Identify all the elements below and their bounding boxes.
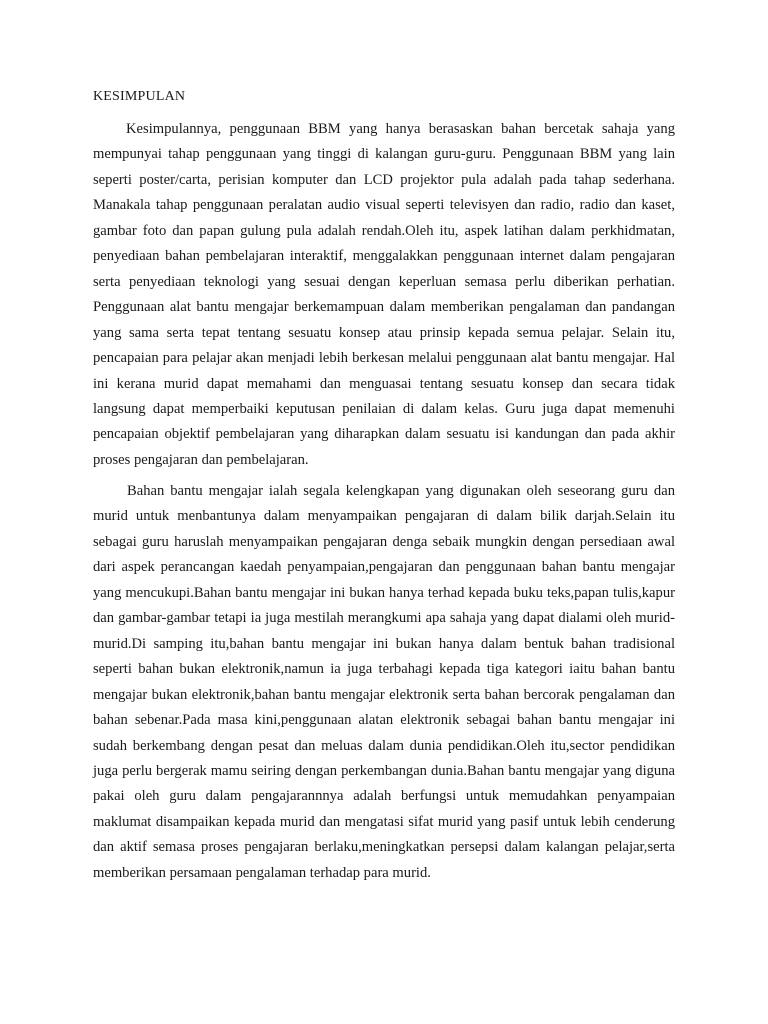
paragraph-teaching-aids: Bahan bantu mengajar ialah segala kelengkapan yang digunakan oleh seseorang guru dan murid untuk menbantunya dalam menyampaikan pengajaran di dalam bilik darjah.Selain itu sebagai guru haruslah menyampaikan pengajaran denga sebaik mungkin dengan persediaan awal dari aspek perancangan kaedah penyampaian,pengajaran dan penggunaan bahan bantu mengajar yang mencukupi.Bahan bantu mengajar ini bukan hanya terhad kepada buku teks,papan tulis,kapur dan gambar-gambar tetapi ia juga mestilah merangkumi apa sahaja yang dapat dialami oleh murid-murid.Di samping itu,bahan bantu mengajar ini bukan hanya dalam bentuk bahan tradisional seperti bahan bukan elektronik,namun ia juga terbahagi kepada tiga kategori iaitu bahan bantu mengajar bukan elektronik,bahan bantu mengajar elektronik serta bahan bercorak pengalaman dan bahan sebenar.Pada masa kini,penggunaan alatan elektronik sebagai bahan bantu mengajar ini sudah berkembang dengan pesat dan meluas dalam dunia pendidikan.Oleh itu,sector pendidikan juga perlu bergerak mamu seiring dengan perkembangan dunia.Bahan bantu mengajar yang diguna pakai oleh guru dalam pengajarannnya adalah berfungsi untuk memudahkan penyampaian maklumat disampaikan kepada murid dan mengatasi sifat murid yang pasif untuk lebih cenderung dan aktif semasa proses pengajaran berlaku,meningkatkan persepsi dalam kalangan pelajar,serta memberikan persamaan pengalaman terhadap para murid. <box>93 483 675 881</box>
paragraph-conclusion: Kesimpulannya, penggunaan BBM yang hanya berasaskan bahan bercetak sahaja yang mempunyai tahap penggunaan yang tinggi di kalangan guru-guru. Penggunaan BBM yang lain seperti poster/carta, perisian komputer dan LCD projektor pula adalah pada tahap sederhana. Manakala tahap penggunaan peralatan audio visual seperti televisyen dan radio, radio dan kaset, gambar foto dan papan gulung pula adalah rendah.Oleh itu, aspek latihan dalam perkhidmatan, penyediaan bahan pembelajaran interaktif, menggalakkan penggunaan internet dalam pengajaran serta penyediaan teknologi yang sesuai dengan keperluan semasa perlu diberikan perhatian. Penggunaan alat bantu mengajar berkemampuan dalam memberikan pengalaman dan pandangan yang sama serta tepat tentang sesuatu konsep atau prinsip kepada semua pelajar. Selain itu, pencapaian para pelajar akan menjadi lebih berkesan melalui penggunaan alat bantu mengajar. Hal ini kerana murid dapat memahami dan menguasai tentang sesuatu konsep dan secara tidak langsung dapat memperbaiki keputusan penilaian di dalam kelas. Guru juga dapat memenuhi pencapaian objektif pembelajaran yang diharapkan dalam sesuatu isi kandungan dan pada akhir proses pengajaran dan pembelajaran. <box>93 121 675 468</box>
document-heading: KESIMPULAN <box>93 89 186 104</box>
